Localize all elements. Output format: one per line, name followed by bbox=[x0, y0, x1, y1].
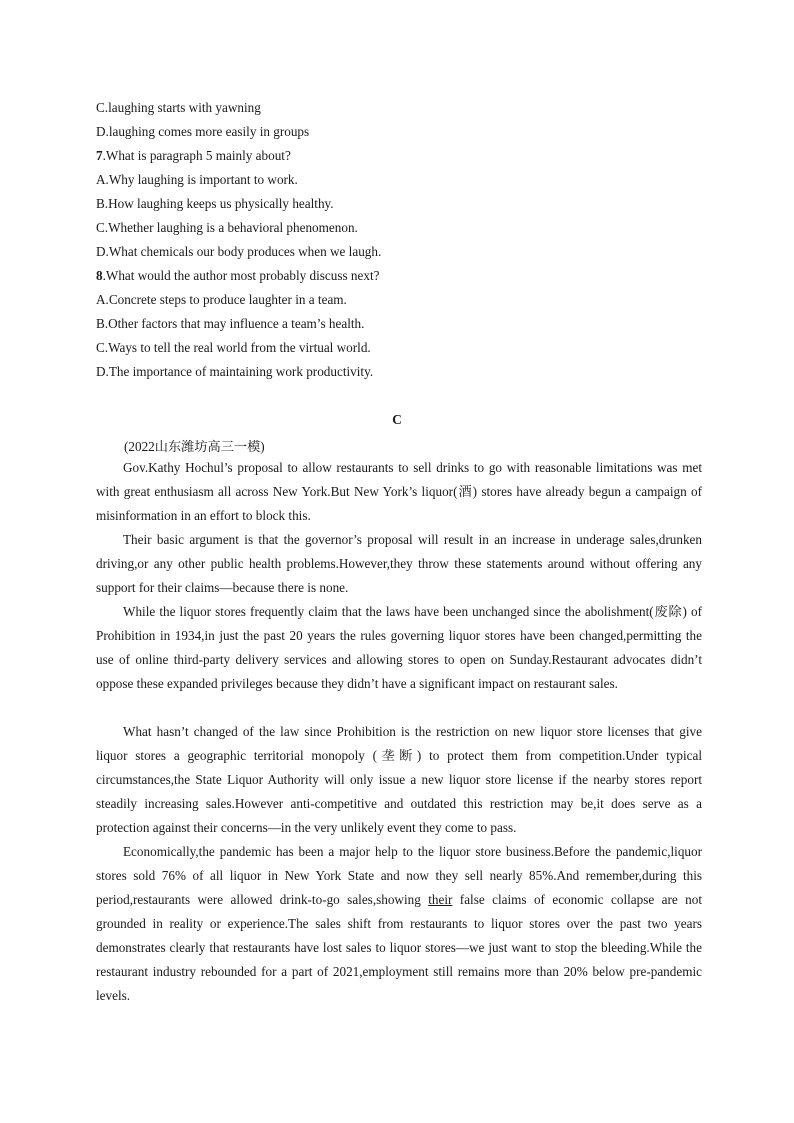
question-7-option-a: A.Why laughing is important to work. bbox=[96, 172, 298, 187]
paragraph-1-text: Gov.Kathy Hochul’s proposal to allow restaurants to sell drinks to go with reasonable limitations was met with great enthusiasm all across New York.But New York’s liquor(酒) stores have already begun a campaign of misinformation in an effort to block this. bbox=[96, 460, 702, 523]
question-7 bbox=[96, 148, 291, 164]
section-title: C bbox=[392, 412, 402, 427]
option-d-prev: D.laughing comes more easily in groups bbox=[96, 124, 310, 139]
paragraph-2 bbox=[96, 528, 702, 600]
question-7-option-b: B.How laughing keeps us physically healthy. bbox=[96, 196, 334, 211]
paragraph-4 bbox=[96, 720, 702, 840]
question-8-number: 8 bbox=[96, 268, 103, 283]
question-8-option-a: A.Concrete steps to produce laughter in a team. bbox=[96, 292, 347, 307]
paragraph-2-text: Their basic argument is that the governor’s proposal will result in an increase in underage sales,drunken driving,or any other public health problems.However,they throw these statements around without offering any support for their claims—because there is none. bbox=[96, 532, 702, 595]
paragraph-1 bbox=[96, 456, 702, 528]
underlined-word: their bbox=[428, 892, 453, 907]
question-7-option-c: C.Whether laughing is a behavioral phenomenon. bbox=[96, 220, 358, 235]
question-8 bbox=[96, 268, 379, 284]
paragraph-5 bbox=[96, 840, 702, 1008]
question-7-number: 7 bbox=[96, 148, 103, 163]
question-8-option-d: D.The importance of maintaining work productivity. bbox=[96, 364, 374, 379]
paragraph-5-text-a: Economically,the pandemic has been a major help to the liquor store business.Before the pandemic,liquor stores sold 76% of all liquor in New York State and now they sell nearly 85%.And remember,during this period,restaurants were allowed drink-to-go sales,showing bbox=[96, 844, 702, 907]
paragraph-3 bbox=[96, 600, 702, 696]
question-7-option-d: D.What chemicals our body produces when we laugh. bbox=[96, 244, 382, 259]
question-8-stem: .What would the author most probably discuss next? bbox=[102, 268, 380, 283]
paragraph-4-text: What hasn’t changed of the law since Prohibition is the restriction on new liquor store licenses that give liquor stores a geographic territorial monopoly (垄断) to protect them from competition.Under typical circumstances,the State Liquor Authority will only issue a new liquor store license if the nearby stores report steadily increasing sales.However anti-competitive and outdated this restriction may be,it does serve as a protection against their concerns—in the very unlikely event they come to pass. bbox=[96, 724, 702, 835]
question-7-stem: .What is paragraph 5 mainly about? bbox=[102, 148, 291, 163]
passage-source: (2022山东潍坊高三一模) bbox=[124, 439, 265, 454]
paragraph-3-text: While the liquor stores frequently claim that the laws have been unchanged since the abolishment(废除) of Prohibition in 1934,in just the past 20 years the rules governing liquor stores have been changed,permitting the use of online third-party delivery services and allowing stores to open on Sunday.Restaurant advocates didn’t oppose these expanded privileges because they didn’t have a significant impact on restaurant sales. bbox=[96, 604, 702, 691]
paragraph-5-text-b: false claims of economic collapse are not grounded in reality or experience.The sales shift from restaurants to liquor stores over the past two years demonstrates clearly that restaurants have lost sales to liquor stores—we just want to stop the bleeding.While the restaurant industry rebounded for a part of 2021,employment still remains more than 20% below pre-pandemic levels. bbox=[96, 892, 702, 1003]
question-8-option-b: B.Other factors that may influence a team’s health. bbox=[96, 316, 365, 331]
question-8-option-c: C.Ways to tell the real world from the virtual world. bbox=[96, 340, 371, 355]
option-c-prev: C.laughing starts with yawning bbox=[96, 100, 261, 115]
